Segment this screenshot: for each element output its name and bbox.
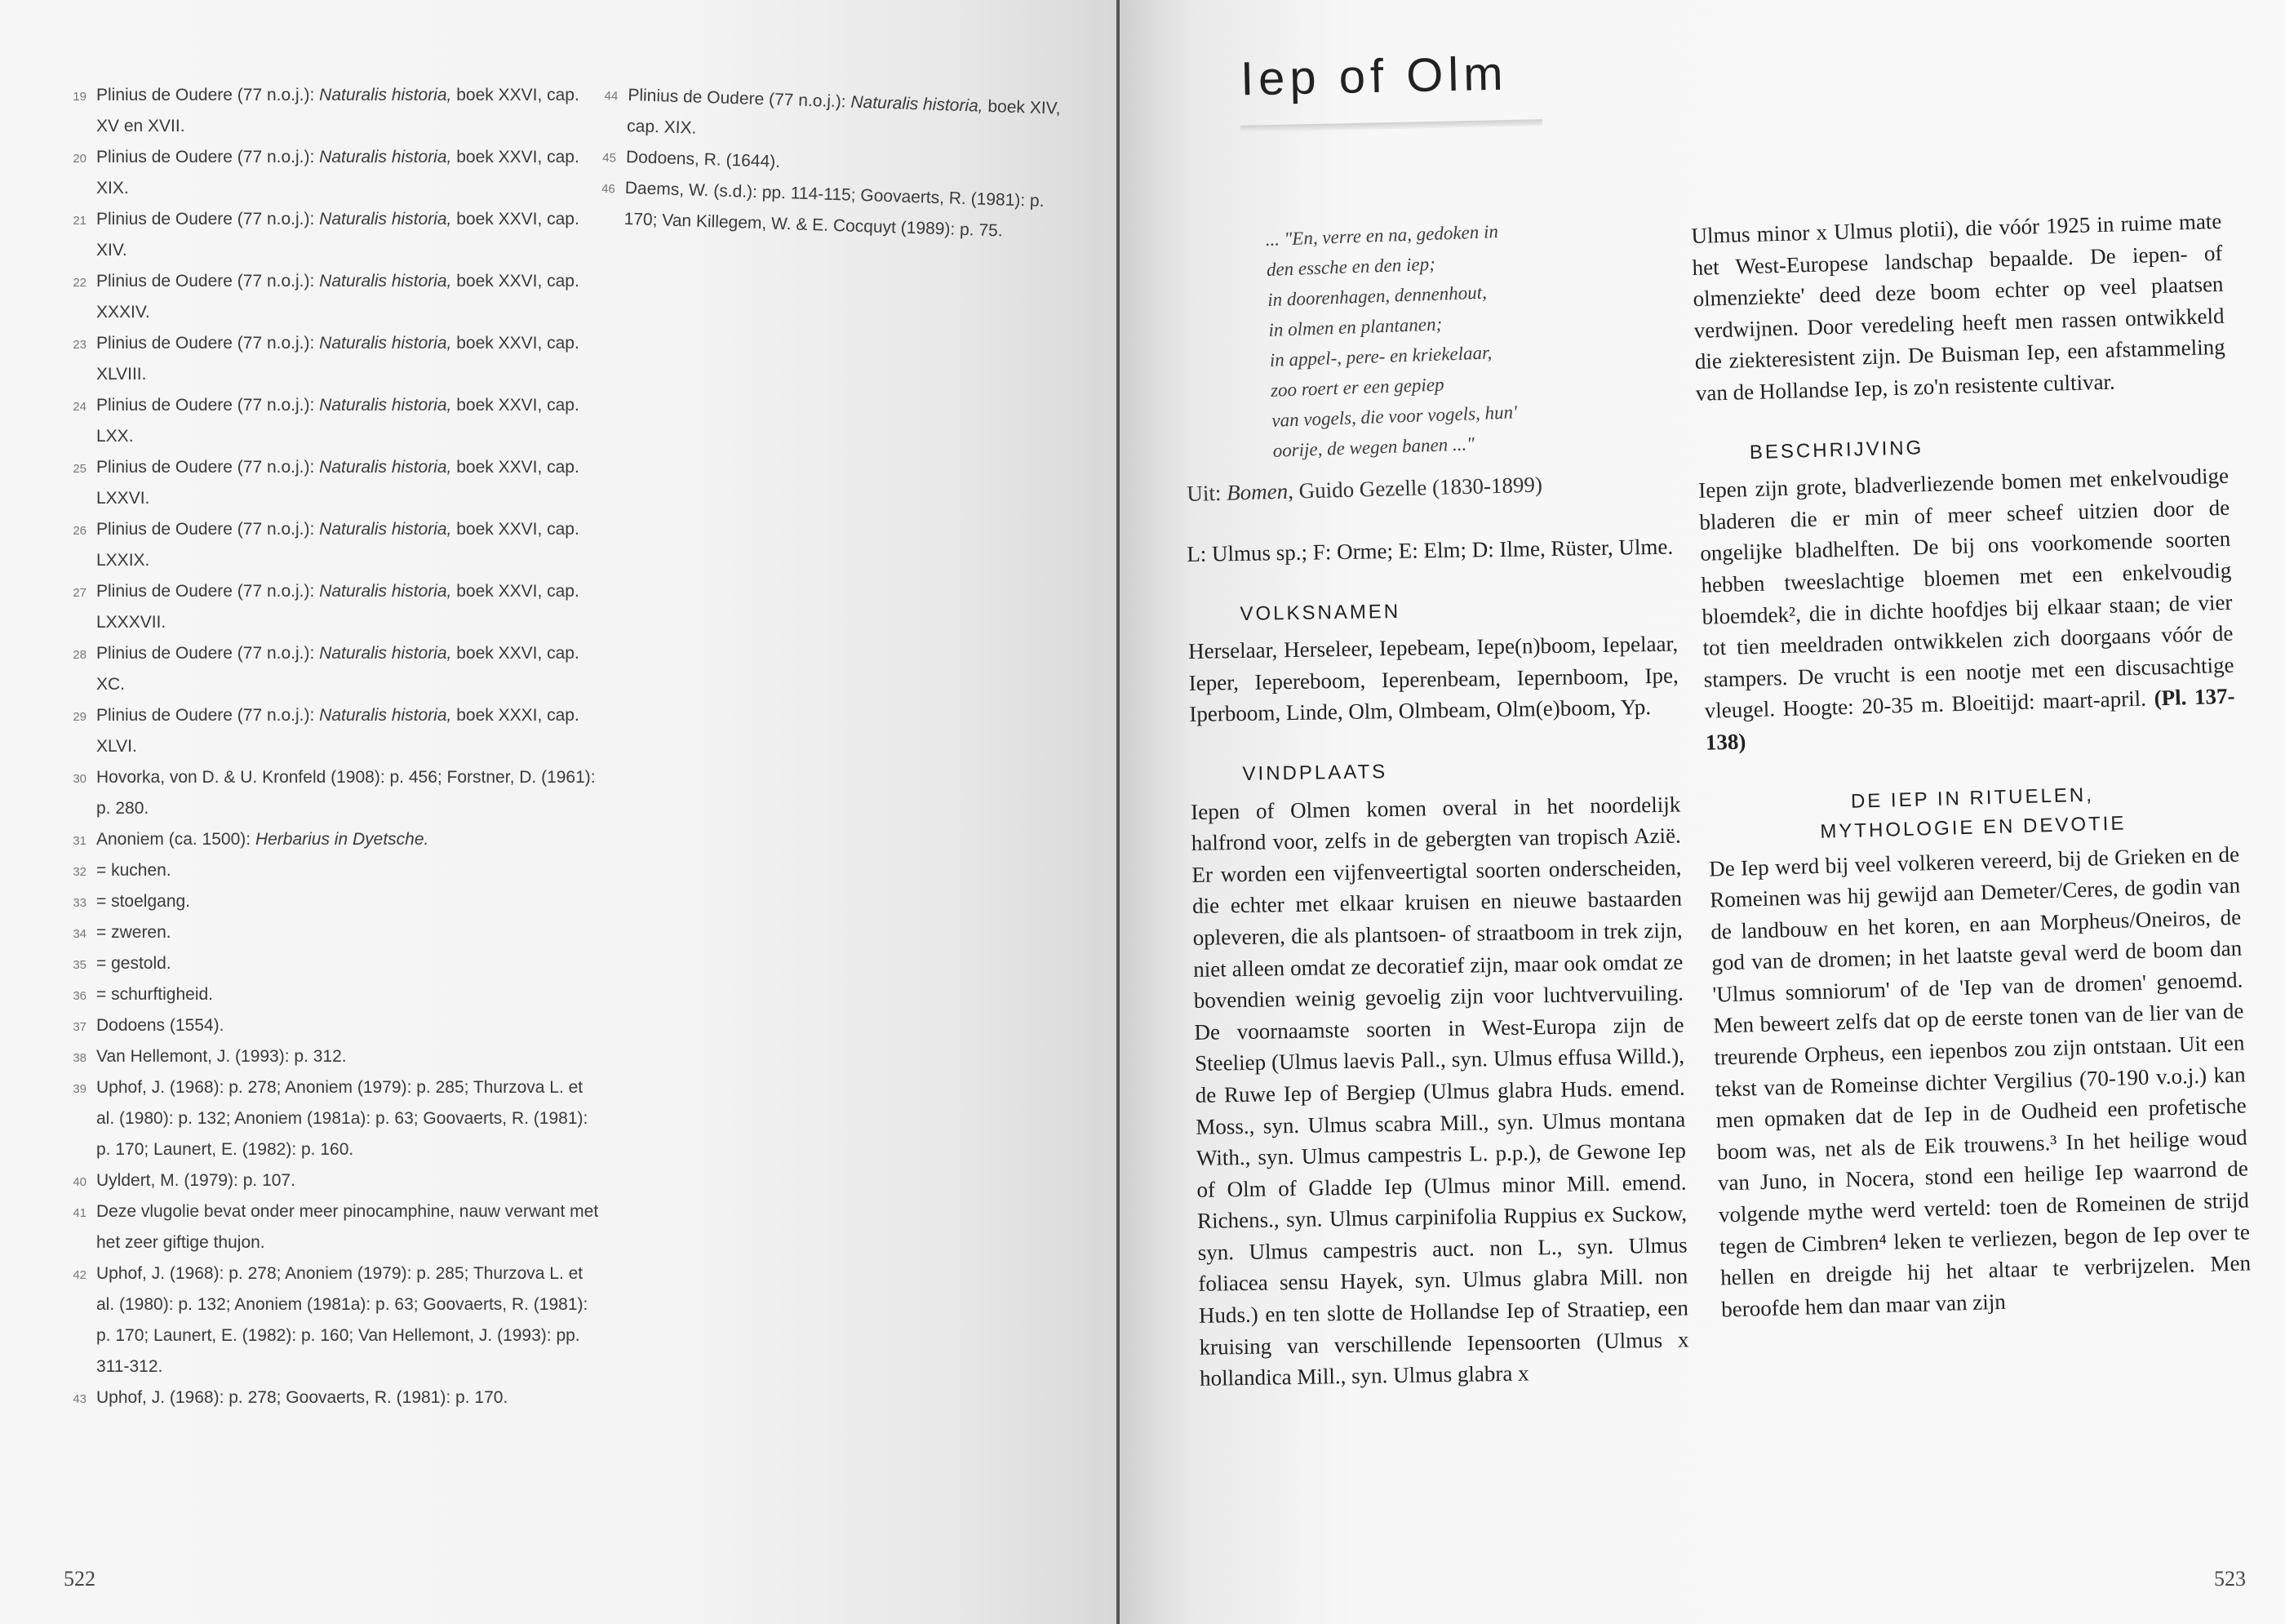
footnote-text-italic: Naturalis historia, bbox=[319, 644, 452, 663]
footnote-text bbox=[96, 1165, 602, 1196]
poem-line: ... "En, verre en na, gedoken in bbox=[1265, 221, 1499, 250]
footnote-text-italic: Herbarius in Dyetsche. bbox=[255, 830, 429, 849]
footnote bbox=[73, 824, 602, 855]
footnote-text-main: Plinius de Oudere (77 n.o.j.): bbox=[96, 644, 320, 663]
heading-rituelen-line-1: DE IEP IN RITUELEN, bbox=[1850, 783, 2095, 813]
footnote-text-main: Plinius de Oudere (77 n.o.j.): bbox=[96, 706, 320, 725]
volksnamen-text: Herselaar, Herseleer, Iepebeam, Iepe(n)boom, Iepelaar, Ieper, Iepereboom, Ieperenbeam, Iepernboom, Ipe, Iperboom, Linde, Olm, Olmbeam, Olm(e)boom, Yp. bbox=[1187, 631, 1679, 727]
footnote-text bbox=[96, 1258, 602, 1382]
footnote-text-rest: boek XXVI, cap. XLVIII. bbox=[96, 334, 579, 384]
column-2-intro: Ulmus minor x Ulmus plotii), die vóór 1925 in ruime mate het West-Europese landschap bepaalde. De iepen- of olmenziekte' deed deze boom echter op veel plaatsen verdwijnen. Door veredeling heeft men rassen ontwikkeld die ziekteresistent zijn. De Buisman Iep, een afstammeling van de Hollandse Iep, is zo'n resistente cultivar. bbox=[1691, 208, 2226, 406]
title-underline bbox=[1240, 119, 1542, 132]
footnote bbox=[73, 390, 602, 452]
footnote-number: 43 bbox=[73, 1392, 87, 1406]
beschrijving-text bbox=[1698, 460, 2236, 758]
footnote bbox=[601, 173, 1082, 250]
footnote-text-italic: Naturalis historia, bbox=[319, 210, 452, 229]
footnote-text bbox=[96, 576, 602, 638]
footnote-text bbox=[623, 173, 1082, 250]
right-page bbox=[1120, 0, 2285, 1624]
footnote-number: 19 bbox=[73, 90, 87, 104]
heading-rituelen-line-2: MYTHOLOGIE EN DEVOTIE bbox=[1820, 811, 2127, 843]
footnote-number: 44 bbox=[604, 89, 619, 104]
notes-column-2 bbox=[601, 80, 1085, 249]
footnote-number: 26 bbox=[73, 524, 87, 538]
footnote bbox=[73, 1196, 602, 1258]
footnote-text-main: = stoelgang. bbox=[96, 892, 191, 911]
footnote-text-main: = gestold. bbox=[96, 954, 171, 973]
heading-volksnamen: VOLKSNAMEN bbox=[1240, 600, 1401, 625]
footnote-text-rest: boek XXVI, cap. XIX. bbox=[96, 148, 579, 197]
footnote-text-main: Uphof, J. (1968): p. 278; Anoniem (1979): p. 285; Thurzova L. et al. (1980): p. 132; Anoniem (1981a): p. 63; Goovaerts, R. (1981): p. 170; Launert, E. (1982): p. 160. bbox=[96, 1078, 588, 1159]
poem-line: in olmen en plantanen; bbox=[1268, 313, 1443, 340]
footnote-text-rest: boek XXVI, cap. XC. bbox=[96, 644, 579, 694]
latin-names: L: Ulmus sp.; F: Orme; E: Elm; D: Ilme, Rüster, Ulme. bbox=[1187, 534, 1674, 566]
footnote-number: 31 bbox=[73, 834, 87, 848]
footnote-text bbox=[96, 638, 602, 700]
footnote-text-italic: Naturalis historia, bbox=[319, 582, 452, 601]
footnote-number: 28 bbox=[73, 648, 87, 662]
footnote bbox=[73, 700, 602, 762]
footnote-text-italic: Naturalis historia, bbox=[319, 396, 452, 415]
footnote bbox=[73, 1041, 602, 1072]
footnote-text bbox=[96, 762, 602, 824]
footnote bbox=[73, 1010, 602, 1041]
footnote-text-main: Uphof, J. (1968): p. 278; Goovaerts, R. (1981): p. 170. bbox=[96, 1388, 508, 1407]
poem-line: van vogels, die voor vogels, hun' bbox=[1271, 402, 1518, 431]
footnote bbox=[73, 142, 602, 204]
footnote-number: 36 bbox=[73, 989, 87, 1003]
footnote bbox=[73, 1165, 602, 1196]
footnote bbox=[73, 204, 602, 266]
footnote-text bbox=[96, 824, 602, 855]
heading-rituelen bbox=[1707, 776, 2239, 850]
footnote bbox=[73, 855, 602, 886]
footnote-text-italic: Naturalis historia, bbox=[319, 86, 452, 104]
footnote-text bbox=[96, 1196, 602, 1258]
footnote bbox=[73, 948, 602, 979]
footnote-number: 23 bbox=[73, 338, 87, 352]
heading-beschrijving: BESCHRIJVING bbox=[1749, 436, 1924, 464]
footnote-text-main: = schurftigheid. bbox=[96, 985, 214, 1004]
footnote-text-italic: Naturalis historia, bbox=[319, 520, 452, 539]
text-column-2 bbox=[1691, 206, 2252, 1325]
footnote-number: 42 bbox=[73, 1268, 87, 1282]
footnote-text bbox=[96, 1010, 602, 1041]
poem-line: zoo roert er een gepiep bbox=[1270, 374, 1444, 401]
footnote bbox=[73, 886, 602, 917]
footnote bbox=[73, 917, 602, 948]
footnote-text bbox=[96, 700, 602, 762]
footnote bbox=[73, 266, 602, 328]
footnote bbox=[73, 1072, 602, 1165]
left-page bbox=[0, 0, 1120, 1624]
footnote-number: 34 bbox=[73, 927, 87, 941]
footnote-text-rest: boek XIV, cap. XIX. bbox=[626, 96, 1061, 138]
poem-source-title: Bomen bbox=[1226, 478, 1289, 505]
footnote-text-rest: boek XXVI, cap. XXXIV. bbox=[96, 272, 579, 322]
footnote-text bbox=[96, 514, 602, 576]
footnote-text bbox=[96, 142, 602, 204]
footnote bbox=[73, 1382, 602, 1413]
footnote-text bbox=[96, 979, 602, 1010]
footnote-text-italic: Naturalis historia, bbox=[319, 148, 452, 166]
footnote-text-rest: boek XXVI, cap. LXXIX. bbox=[96, 520, 579, 570]
footnote-text-main: Daems, W. (s.d.): pp. 114-115; Goovaerts, R. (1981): p. 170; Van Killegem, W. & E. Cocquyt (1989): p. 75. bbox=[623, 178, 1045, 241]
poem-source-prefix: Uit: bbox=[1187, 480, 1227, 506]
footnote-number: 30 bbox=[73, 772, 87, 786]
footnote-number: 22 bbox=[73, 276, 87, 290]
footnote-text bbox=[96, 390, 602, 452]
vindplaats-text: Iepen of Olmen komen overal in het noordelijk halfrond voor, zelfs in de gebergten van tropisch Azië. Er worden een vijfenveertigtal soorten onderscheiden, die echter met elkaar kruisen en nieuwe bastaarden opleveren, die als plantsoen- of straatboom in trek zijn, niet alleen omdat ze decoratief zijn, maar ook omdat ze bovendien weinig gevoelig zijn voor luchtvervuiling. De voornaamste soorten in West-Europa zijn de Steeliep (Ulmus laevis Pall., syn. Ulmus effusa Willd.), de Ruwe Iep of Bergiep (Ulmus glabra Huds. emend. Moss., syn. Ulmus scabra Mill., syn. Ulmus montana With., syn. Ulmus campestris L. p.p.), de Gewone Iep of Olm of Gladde Iep (Ulmus minor Mill. emend. Richens., syn. Ulmus carpinifolia Ruppius ex Suckow, syn. Ulmus campestris auct. non L., syn. Ulmus foliacea sensu Hayek, syn. Ulmus glabra Mill. non Huds.) en ten slotte de Hollandse Iep of Straatiep, een kruising van verschillende Iepensoorten (Ulmus x hollandica Mill., syn. Ulmus glabra x bbox=[1191, 792, 1689, 1391]
footnote-text-rest: boek XXVI, cap. LXX. bbox=[96, 396, 579, 446]
footnote-number: 21 bbox=[73, 214, 87, 228]
footnote-number: 25 bbox=[73, 462, 87, 476]
footnote-number: 32 bbox=[73, 865, 87, 879]
footnote-number: 24 bbox=[73, 400, 87, 414]
footnote-text-main: = kuchen. bbox=[96, 861, 171, 880]
footnote-text-italic: Naturalis historia, bbox=[850, 92, 983, 116]
footnote-text-main: Plinius de Oudere (77 n.o.j.): bbox=[96, 582, 320, 601]
page-number-right: 523 bbox=[2214, 1567, 2246, 1591]
footnote-number: 27 bbox=[73, 586, 87, 600]
footnote-text bbox=[96, 1382, 602, 1413]
footnote-number: 38 bbox=[73, 1051, 87, 1065]
footnote bbox=[73, 1258, 602, 1382]
notes-column-1 bbox=[73, 80, 602, 1413]
footnote-text-main: Plinius de Oudere (77 n.o.j.): bbox=[96, 458, 320, 477]
footnote-text bbox=[96, 886, 602, 917]
footnote-text-italic: Naturalis historia, bbox=[319, 458, 452, 477]
footnote-text-main: Plinius de Oudere (77 n.o.j.): bbox=[96, 396, 320, 415]
footnote-text-italic: Naturalis historia, bbox=[319, 706, 452, 725]
rituelen-text: De Iep werd bij veel volkeren vereerd, bij de Grieken en de Romeinen was hij gewijd aan Demeter/Ceres, de godin van de landbouw en het koren, en aan Morpheus/Oneiros, de god van de dromen; in het laatste geval werd de boom dan 'Ulmus somniorum' of de 'Iep van de dromen' genoemd. Men beweert zelfs dat op de eerste tonen van de lier van de treurende Orpheus, een iepenbos zou zijn ontstaan. Uit een tekst van de Romeinse dichter Vergilius (70-190 v.o.j.) kan men opmaken dat de Iep in de Oudheid een profetische boom was, net als de Eik trouwens.³ In het heilige woud van Juno, in Nocera, stond een heilige Iep waarrond de volgende mythe werd verteld: toen de Romeinen de strijd tegen de Cimbren⁴ leken te verliezen, begon de Iep over te hellen en dreigde hij het altaar te verbrijzelen. Men beroofde hem dan maar van zijn bbox=[1708, 841, 2252, 1322]
footnote-text bbox=[96, 452, 602, 514]
footnote bbox=[73, 576, 602, 638]
poem bbox=[1265, 212, 1616, 465]
footnote-text bbox=[96, 204, 602, 266]
footnote-text bbox=[96, 1041, 602, 1072]
footnote-text bbox=[96, 328, 602, 390]
footnote-number: 35 bbox=[73, 958, 87, 972]
footnote-text bbox=[96, 80, 602, 142]
footnote-text-main: Plinius de Oudere (77 n.o.j.): bbox=[96, 272, 320, 291]
page-title: Iep of Olm bbox=[1240, 47, 1509, 106]
footnote-text-rest: boek XXVI, cap. XIV. bbox=[96, 210, 579, 260]
footnote-text-main: Uyldert, M. (1979): p. 107. bbox=[96, 1171, 295, 1190]
footnote bbox=[73, 762, 602, 824]
footnote-number: 33 bbox=[73, 896, 87, 910]
footnote-text-main: Hovorka, von D. & U. Kronfeld (1908): p. 456; Forstner, D. (1961): p. 280. bbox=[96, 768, 596, 818]
footnote-text bbox=[96, 948, 602, 979]
footnote-text bbox=[96, 855, 602, 886]
footnote-text-italic: Naturalis historia, bbox=[319, 272, 452, 291]
footnote-number: 39 bbox=[73, 1082, 87, 1096]
footnote bbox=[73, 328, 602, 390]
plate-reference: (Pl. 137-138) bbox=[1705, 683, 2235, 755]
beschrijving-body: Iepen zijn grote, bladverliezende bomen met enkelvoudige bladeren die er min of meer scheef uitzien door de ongelijke bladhelften. De bij ons voorkomende soorten hebben tweeslachtige bloemen met een enkelvoudig bloemdek², die in dichte hoofdjes bij elkaar staan; de vier tot tien meeldraden ontwikkelen zich doorgaans vóór de stampers. De vrucht is een nootje met een discusachtige vleugel. Hoogte: 20-35 m. Bloeitijd: maart-april. bbox=[1697, 463, 2234, 724]
poem-source bbox=[1187, 473, 1542, 507]
footnote bbox=[73, 80, 602, 142]
poem-line: den essche en den iep; bbox=[1266, 253, 1436, 280]
page-number-left: 522 bbox=[64, 1567, 95, 1591]
footnote-text-main: Plinius de Oudere (77 n.o.j.): bbox=[96, 148, 320, 166]
footnote-text-main: Deze vlugolie bevat onder meer pinocamphine, nauw verwant met het zeer giftige thujon. bbox=[96, 1202, 599, 1252]
footnote-number: 41 bbox=[73, 1206, 87, 1220]
footnote-text-rest: boek XXVI, cap. LXXVI. bbox=[96, 458, 579, 508]
footnote-text-main: = zweren. bbox=[96, 923, 171, 942]
footnote-text-main: Uphof, J. (1968): p. 278; Anoniem (1979): p. 285; Thurzova L. et al. (1980): p. 132; Anoniem (1981a): p. 63; Goovaerts, R. (1981): p. 170; Launert, E. (1982): p. 160; Van Hellemont, J. (1993): pp. 311-312. bbox=[96, 1264, 588, 1376]
poem-source-suffix: , Guido Gezelle (1830-1899) bbox=[1287, 472, 1543, 504]
footnote-text-main: Plinius de Oudere (77 n.o.j.): bbox=[96, 520, 320, 539]
footnote-text-main: Dodoens (1554). bbox=[96, 1016, 224, 1035]
footnote-number: 45 bbox=[602, 151, 617, 166]
footnote-text bbox=[96, 266, 602, 328]
poem-line: in appel-, pere- en kriekelaar, bbox=[1269, 342, 1493, 371]
footnote bbox=[73, 979, 602, 1010]
footnote-text-italic: Naturalis historia, bbox=[319, 334, 452, 353]
footnote-text-rest: boek XXVI, cap. LXXXVII. bbox=[96, 582, 579, 632]
footnote-text-main: Anoniem (ca. 1500): bbox=[96, 830, 255, 849]
footnote-text-main: Plinius de Oudere (77 n.o.j.): bbox=[96, 334, 320, 353]
footnote-text-main: Van Hellemont, J. (1993): p. 312. bbox=[96, 1047, 347, 1066]
footnote-text bbox=[96, 917, 602, 948]
heading-vindplaats: VINDPLAATS bbox=[1242, 761, 1388, 785]
footnote bbox=[73, 638, 602, 700]
footnote-number: 40 bbox=[73, 1175, 87, 1189]
footnote-text bbox=[96, 1072, 602, 1165]
footnote-text-rest: boek XXXI, cap. XLVI. bbox=[96, 706, 579, 756]
footnote-text-main: Plinius de Oudere (77 n.o.j.): bbox=[96, 86, 320, 104]
footnote bbox=[73, 514, 602, 576]
text-column-1 bbox=[1187, 531, 1689, 1395]
poem-line: oorije, de wegen banen ..." bbox=[1272, 433, 1475, 461]
footnote bbox=[73, 452, 602, 514]
footnote-text-main: Plinius de Oudere (77 n.o.j.): bbox=[96, 210, 320, 229]
footnote-number: 29 bbox=[73, 710, 87, 724]
footnote-number: 46 bbox=[601, 182, 616, 197]
footnote-text-main: Plinius de Oudere (77 n.o.j.): bbox=[628, 85, 851, 112]
footnote-text-rest: boek XXVI, cap. XV en XVII. bbox=[96, 86, 579, 135]
poem-line: in doorenhagen, dennenhout, bbox=[1267, 282, 1488, 310]
footnote-number: 20 bbox=[73, 152, 87, 166]
footnote-text-main: Dodoens, R. (1644). bbox=[625, 147, 781, 171]
footnote-number: 37 bbox=[73, 1020, 87, 1034]
